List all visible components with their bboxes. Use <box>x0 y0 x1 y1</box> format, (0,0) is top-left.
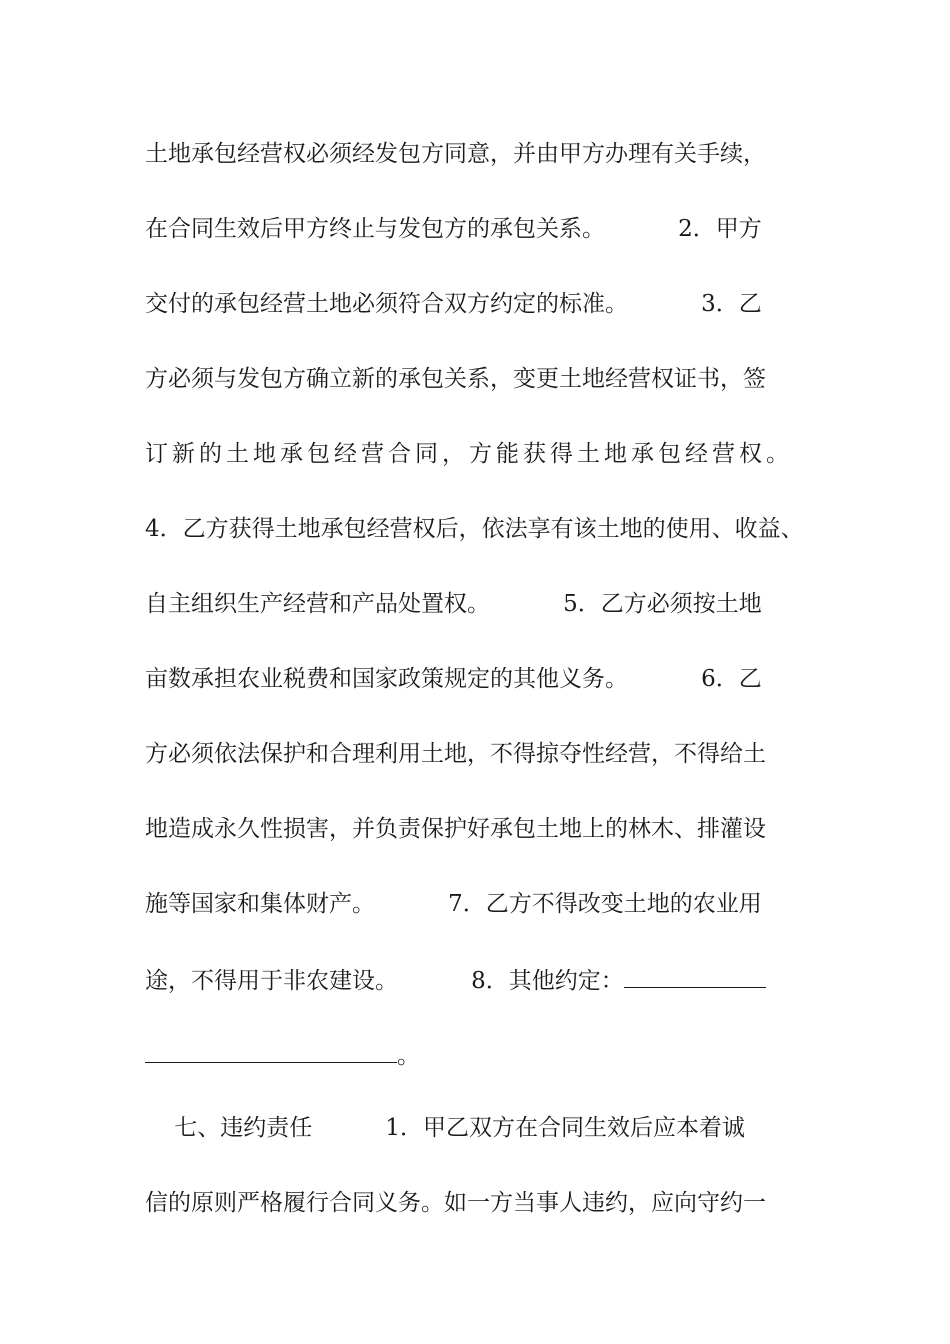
text-line-2: 在合同生效后甲方终止与发包方的承包关系。 2．甲方 <box>145 216 762 242</box>
text-line-7: 自主组织生产经营和产品处置权。 5．乙方必须按土地 <box>145 591 762 617</box>
text-line-12-text: 途，不得用于非农建设。 8．其他约定： <box>145 968 624 994</box>
fill-in-blank-line <box>145 1036 397 1063</box>
text-line-4: 方必须与发包方确立新的承包关系，变更土地经营权证书，签 <box>145 366 766 392</box>
text-line-12 <box>145 961 810 997</box>
fill-in-blank-line <box>624 961 766 988</box>
text-line-5: 订新的土地承包经营合同，方能获得土地承包经营权。 <box>145 441 793 467</box>
text-line-8: 亩数承担农业税费和国家政策规定的其他义务。 6．乙 <box>145 666 762 692</box>
text-line-13-text: 。 <box>397 1043 420 1069</box>
text-line-3: 交付的承包经营土地必须符合双方约定的标准。 3．乙 <box>145 291 762 317</box>
text-line-9: 方必须依法保护和合理利用土地，不得掠夺性经营，不得给土 <box>145 741 766 767</box>
text-line-6: 4．乙方获得土地承包经营权后，依法享有该土地的使用、收益、 <box>145 516 804 542</box>
text-line-1: 土地承包经营权必须经发包方同意，并由甲方办理有关手续， <box>145 141 766 167</box>
text-line-11: 施等国家和集体财产。 7．乙方不得改变土地的农业用 <box>145 891 762 917</box>
text-line-10: 地造成永久性损害，并负责保护好承包土地上的林木、排灌设 <box>145 816 766 842</box>
text-line-15: 信的原则严格履行合同义务。如一方当事人违约，应向守约一 <box>145 1190 766 1216</box>
section-heading-line: 七、违约责任 1．甲乙双方在合同生效后应本着诚 <box>145 1115 745 1141</box>
text-line-13 <box>145 1036 810 1072</box>
